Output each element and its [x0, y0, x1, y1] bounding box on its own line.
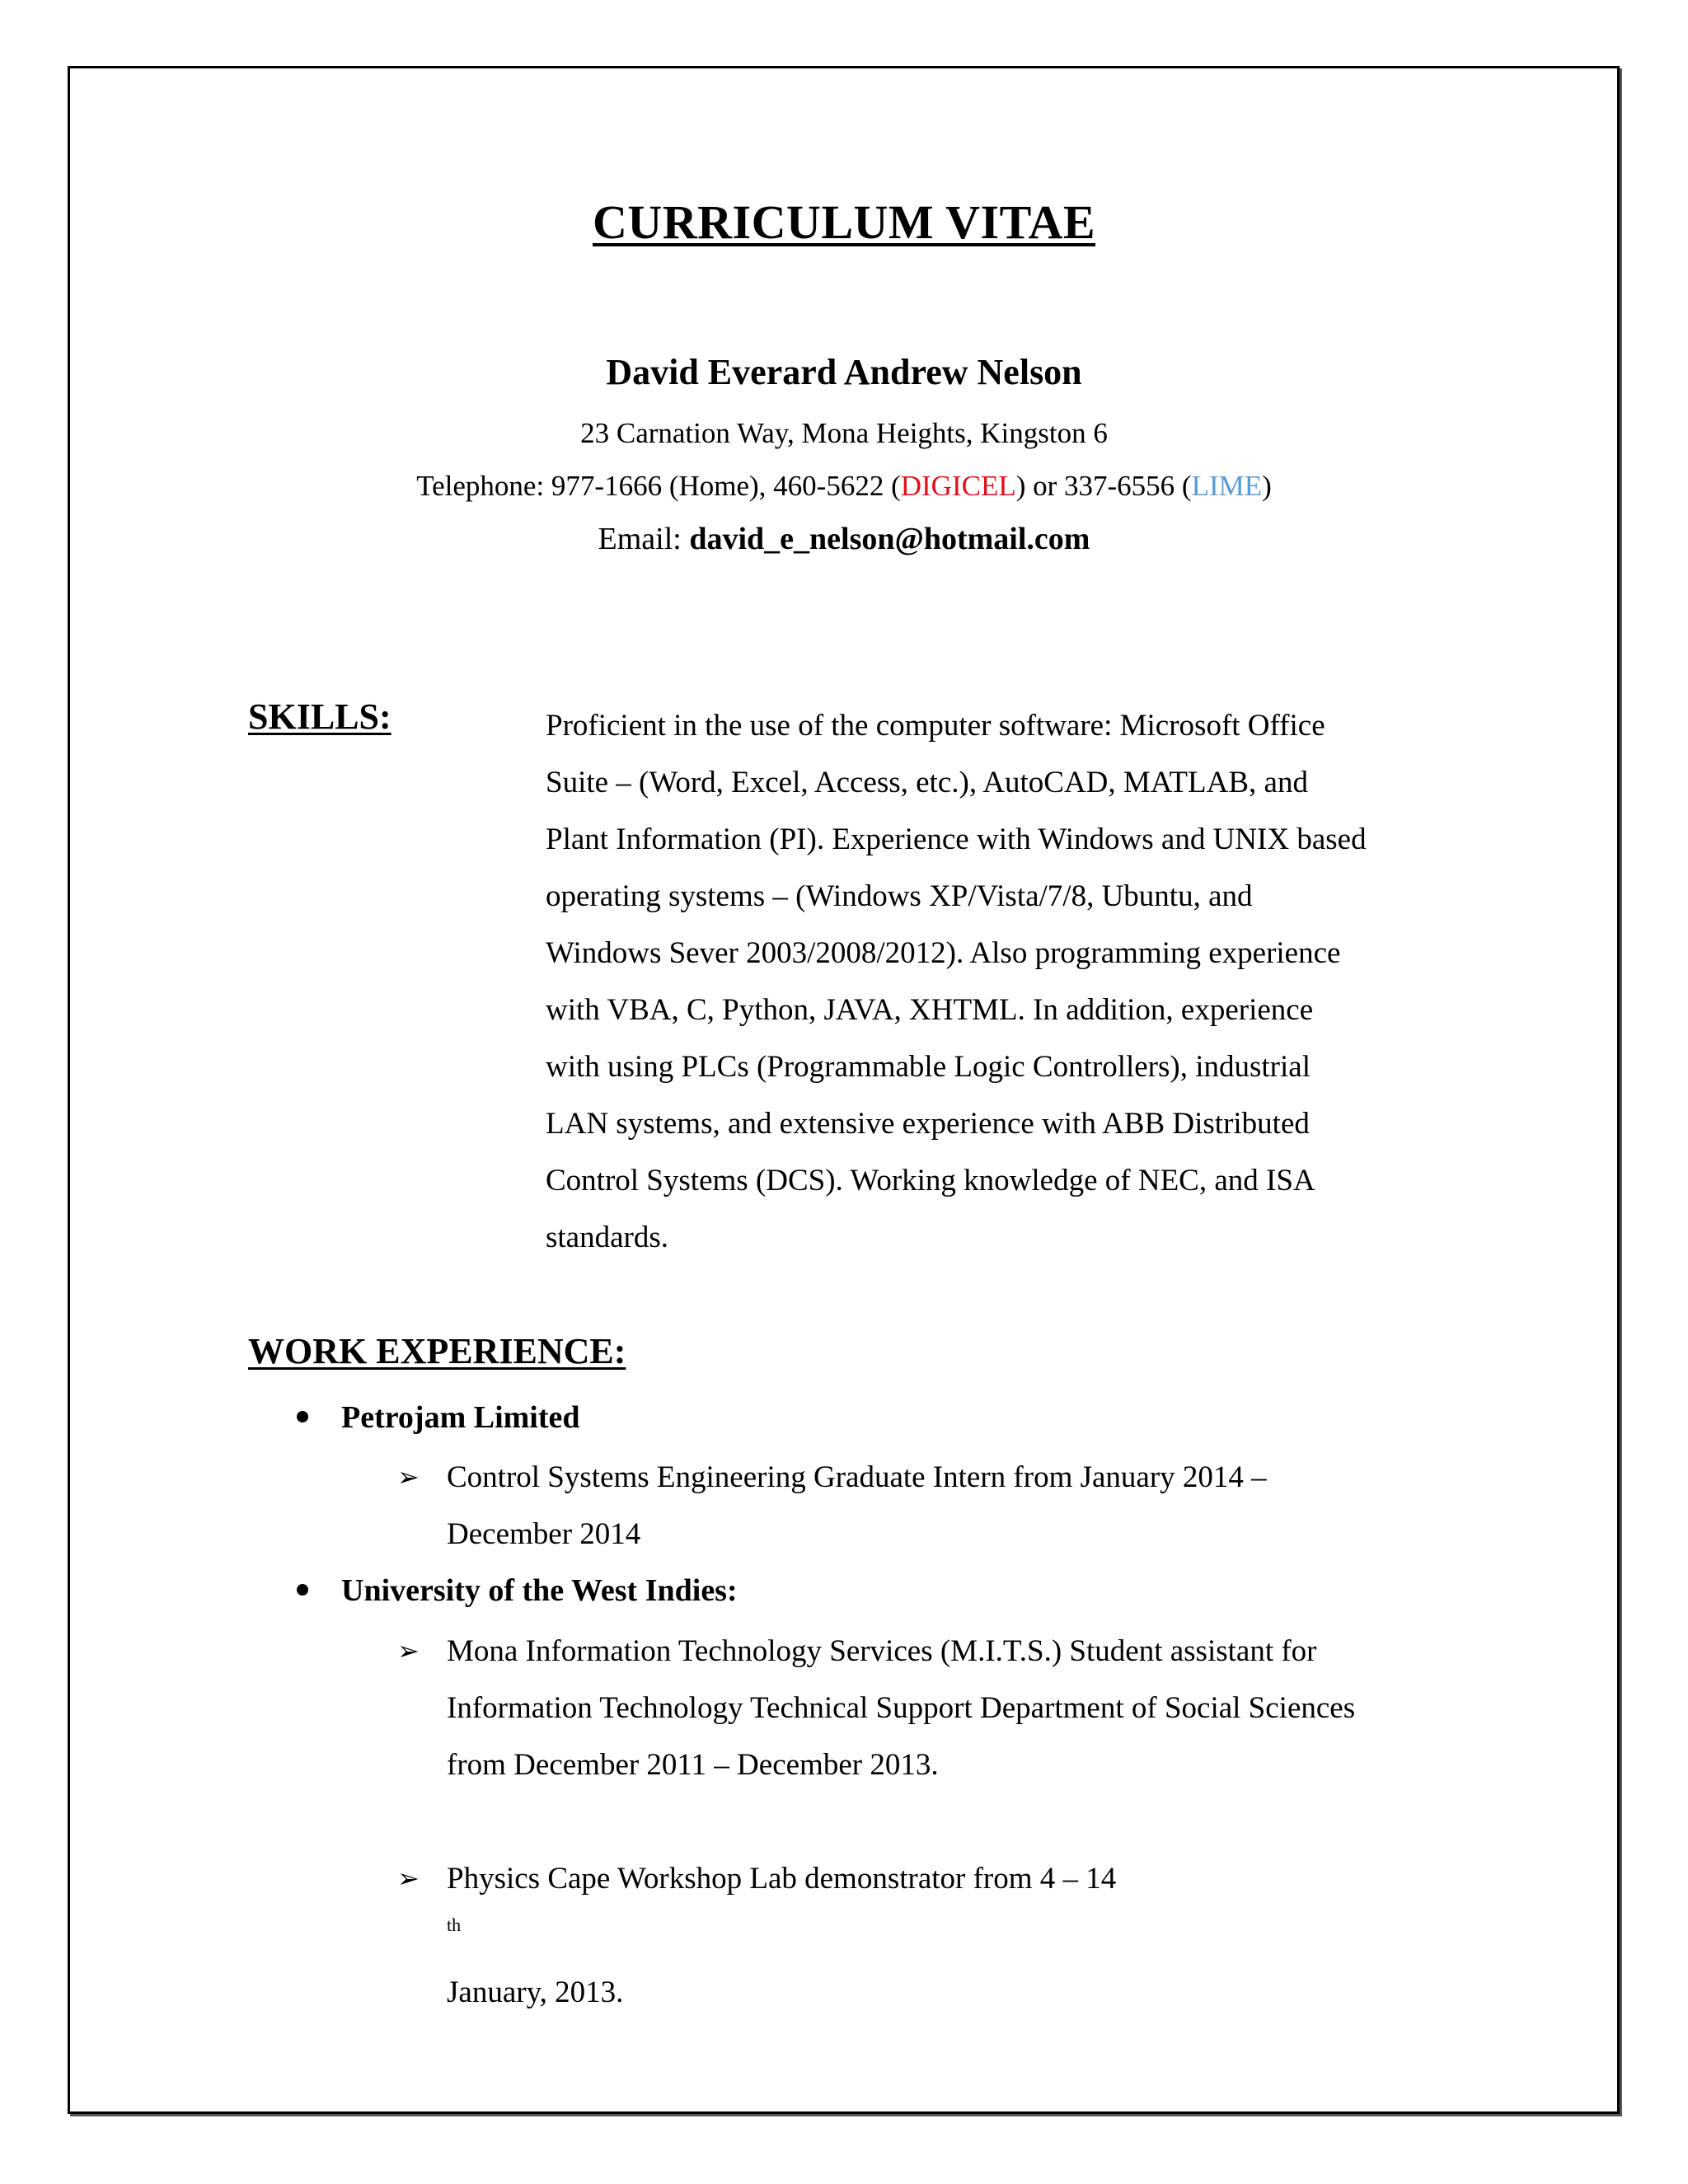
arrow-bullet-icon: ➢	[397, 1462, 420, 1492]
arrow-bullet-icon: ➢	[397, 1636, 420, 1666]
telephone-prefix: Telephone: 977-1666 (Home), 460-5622 (	[416, 470, 901, 502]
skills-line: Windows Sever 2003/2008/2012). Also programming experience	[546, 936, 1341, 970]
email-address: david_e_nelson@hotmail.com	[689, 522, 1090, 556]
employer-item	[297, 1399, 580, 1436]
skills-line: operating systems – (Windows XP/Vista/7/8, Ubuntu, and	[546, 879, 1253, 913]
arrow-bullet-icon: ➢	[397, 1863, 420, 1893]
role-line: Mona Information Technology Services (M.I.T.S.) Student assistant for	[447, 1634, 1317, 1668]
employer-name: Petrojam Limited	[341, 1400, 580, 1435]
ordinal-suffix: th	[447, 1914, 462, 1935]
skills-paragraph	[546, 697, 1452, 1266]
skills-line: Proficient in the use of the computer software: Microsoft Office	[546, 709, 1325, 743]
applicant-telephone	[0, 470, 1688, 503]
work-experience-heading: WORK EXPERIENCE:	[248, 1331, 626, 1371]
role-text: January, 2013.	[447, 1975, 624, 2009]
skills-line: with using PLCs (Programmable Logic Controllers), industrial	[546, 1050, 1311, 1084]
applicant-name: David Everard Andrew Nelson	[606, 352, 1082, 392]
skills-line: LAN systems, and extensive experience with ABB Distributed	[546, 1107, 1310, 1141]
bullet-icon	[297, 1584, 308, 1596]
role-line: from December 2011 – December 2013.	[447, 1748, 939, 1782]
employer-name: University of the West Indies:	[341, 1573, 738, 1608]
skills-line: Suite – (Word, Excel, Access, etc.), AutoCAD, MATLAB, and	[546, 766, 1308, 799]
telephone-middle: ) or 337-6556 (	[1015, 470, 1192, 502]
document-title: CURRICULUM VITAE	[592, 195, 1096, 249]
role-line: Information Technology Technical Support Department of Social Sciences	[447, 1691, 1356, 1725]
applicant-address: 23 Carnation Way, Mona Heights, Kingston 6	[580, 417, 1108, 449]
applicant-email	[0, 521, 1688, 557]
skills-heading: SKILLS:	[248, 696, 392, 737]
role-text: Physics Cape Workshop Lab demonstrator from 4 – 14	[447, 1862, 1117, 1896]
carrier-lime: LIME	[1191, 470, 1263, 502]
role-line: December 2014	[447, 1517, 641, 1551]
email-label: Email:	[598, 522, 690, 556]
telephone-suffix: )	[1262, 470, 1272, 502]
skills-line: standards.	[546, 1221, 668, 1254]
skills-line: Control Systems (DCS). Working knowledge of NEC, and ISA	[546, 1164, 1315, 1197]
carrier-digicel: DIGICEL	[900, 470, 1016, 502]
role-line: Control Systems Engineering Graduate Intern from January 2014 –	[447, 1460, 1267, 1494]
employer-item	[297, 1572, 738, 1609]
role-line	[447, 1850, 1116, 2021]
skills-line: Plant Information (PI). Experience with Windows and UNIX based	[546, 823, 1367, 856]
bullet-icon	[297, 1411, 308, 1422]
skills-line: with VBA, C, Python, JAVA, XHTML. In addition, experience	[546, 993, 1314, 1027]
